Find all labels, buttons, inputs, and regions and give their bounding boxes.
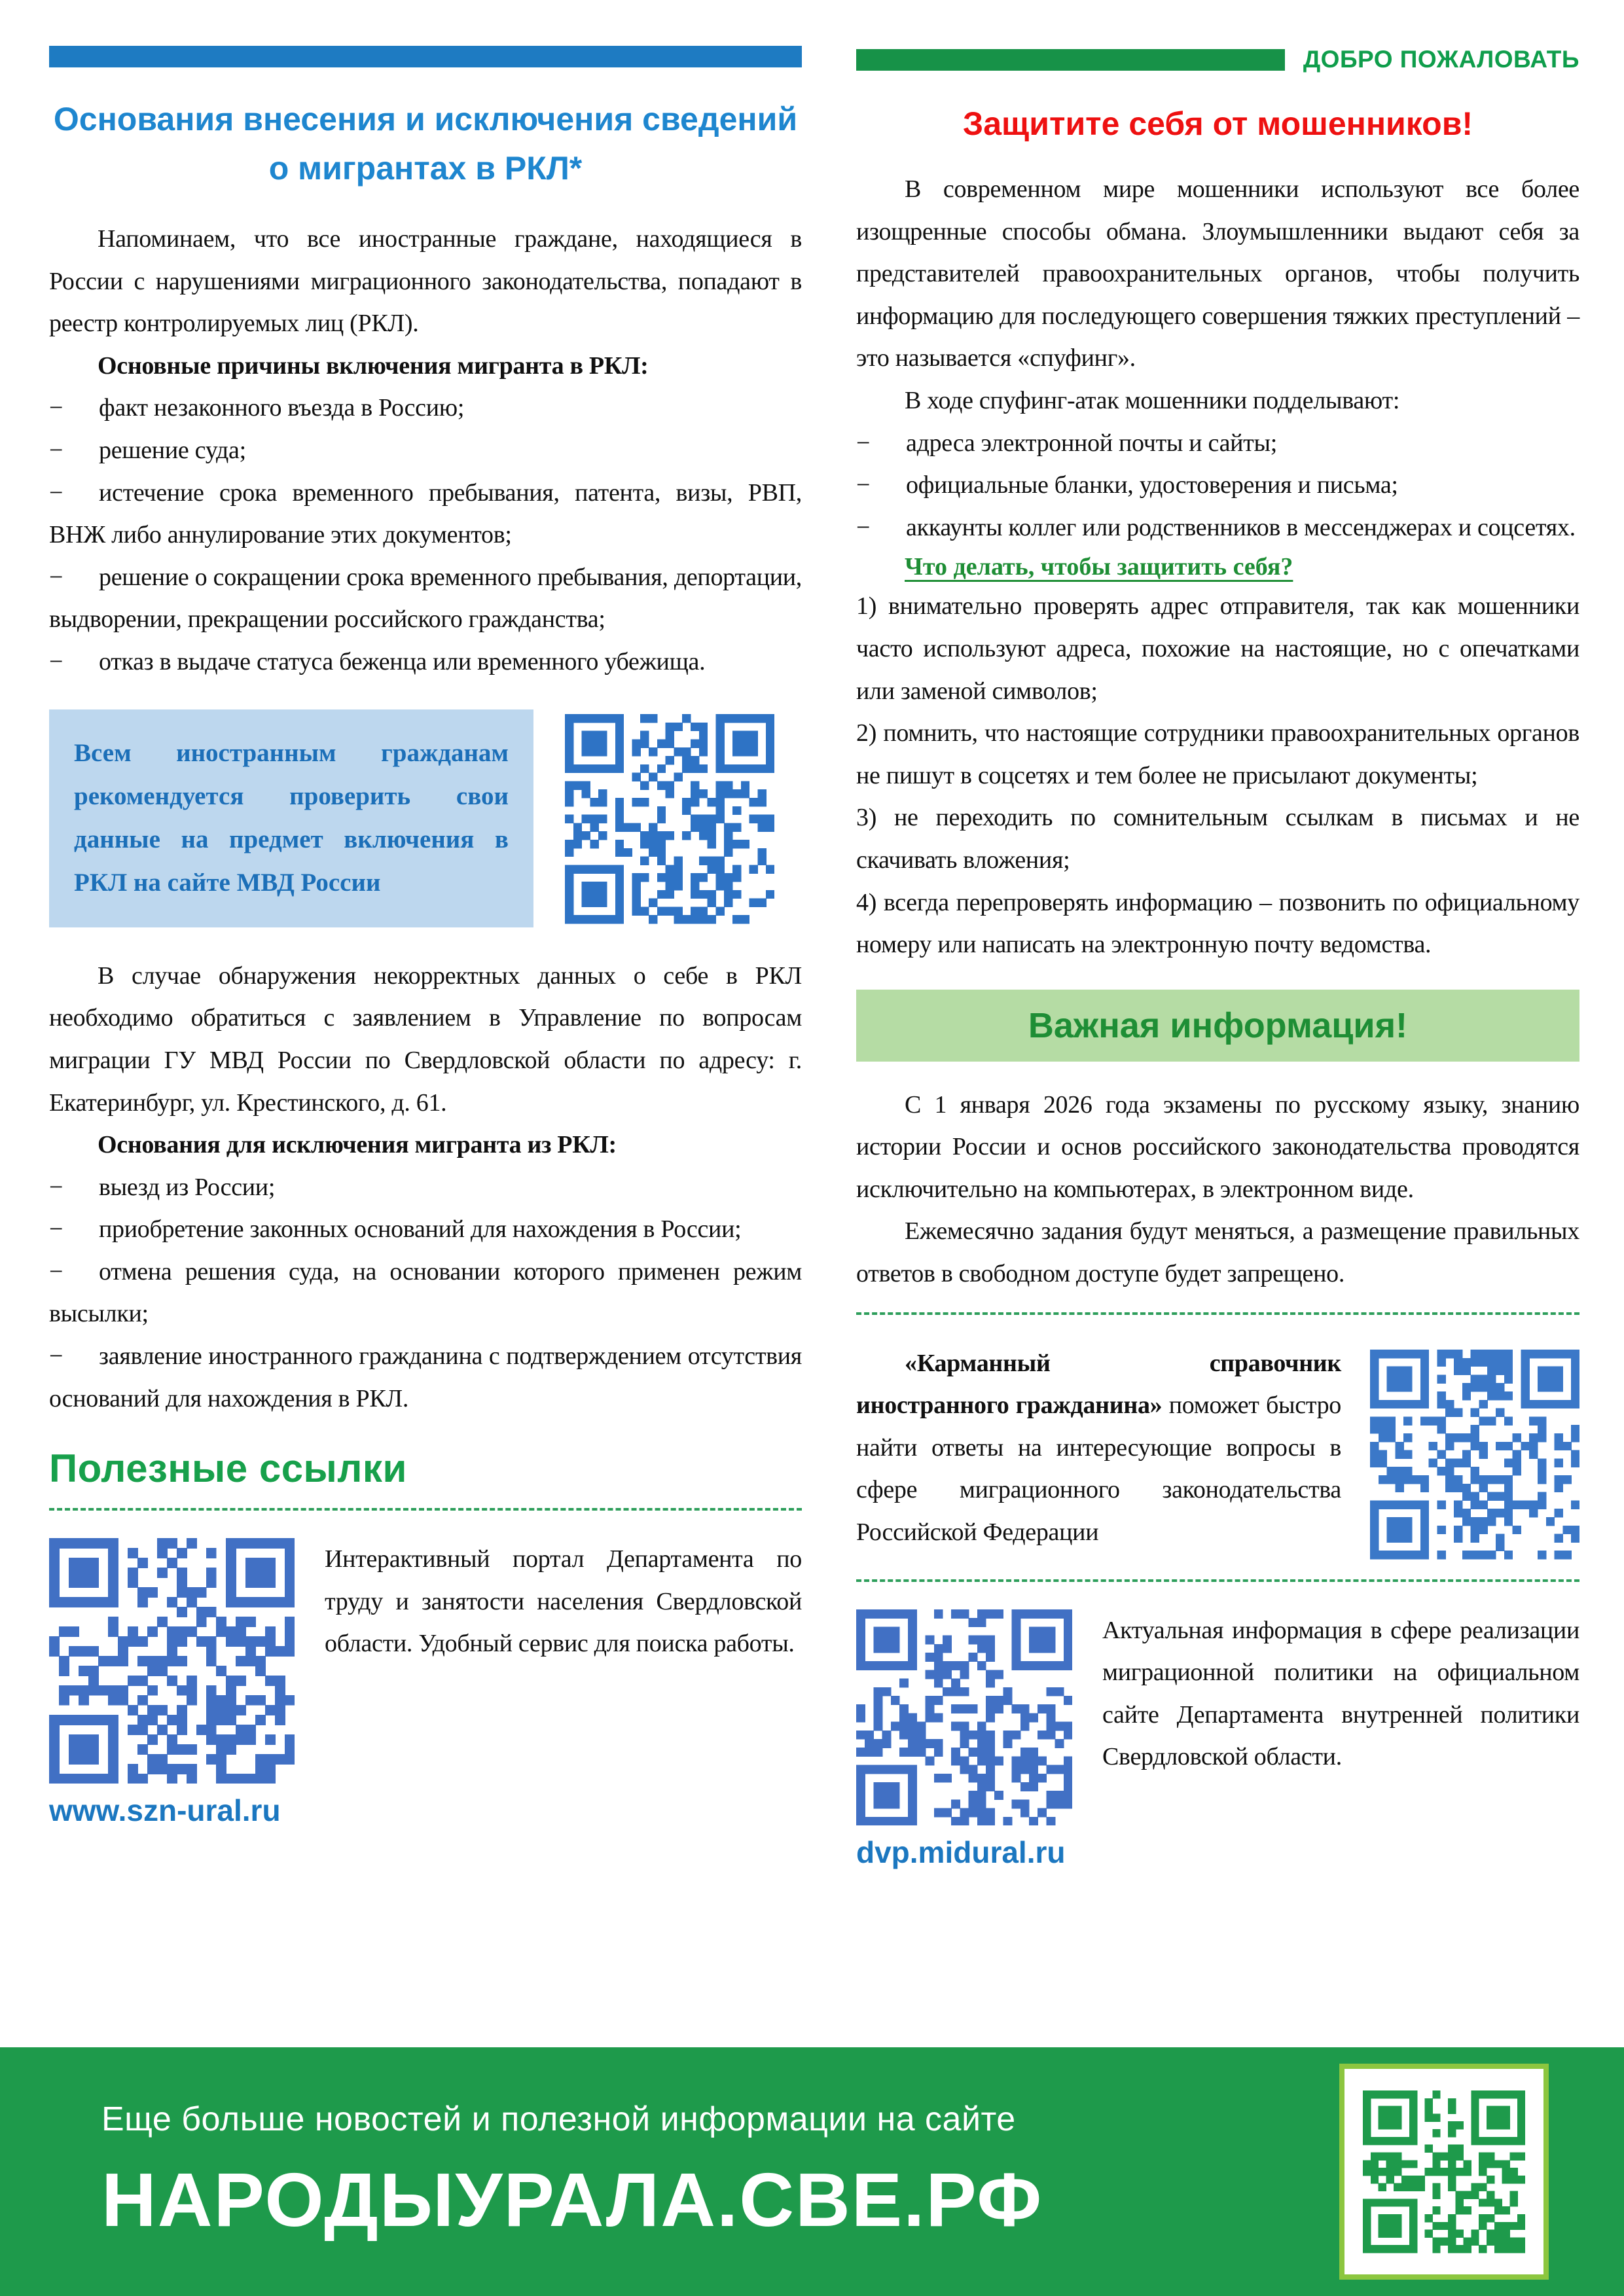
dvp-description: Актуальная информация в сфере реализации миграционной политики на официальном сайте Департамента внутренней политики Свердловской области. — [1102, 1616, 1579, 1771]
correction-paragraph: В случае обнаружения некорректных данных о себе в РКЛ необходимо обратиться с заявлением в Управление по вопросам миграции ГУ МВД России по Свердловской области по адресу: г. Екатеринбург, ул. Крестинского, д. 61. — [49, 961, 802, 1117]
exam-paragraph: С 1 января 2026 года экзамены по русскому языку, знанию истории России и основ российского законодательства проводятся исключительно на компьютерах, в электронном виде. — [856, 1090, 1579, 1203]
dashed-separator — [856, 1579, 1579, 1582]
list-item: − отказ в выдаче статуса беженца или временного убежища. — [49, 641, 802, 683]
link-block-szn — [49, 1538, 802, 1828]
list-item: − отмена решения суда, на основании которого применен режим высылки; — [49, 1251, 802, 1335]
list-item: − аккаунты коллег или родственников в мессенджерах и соцсетях. — [856, 507, 1579, 549]
qr-code-szn-icon — [49, 1538, 295, 1784]
handbook-text — [856, 1342, 1341, 1554]
right-title: Защитите себя от мошенников! — [962, 105, 1473, 142]
list-item: 4) всегда перепроверять информацию – позвонить по официальному номеру или написать на электронную почту ведомства. — [856, 888, 1579, 959]
left-column — [49, 46, 802, 1828]
szn-url-link[interactable]: www.szn-ural.ru — [49, 1793, 281, 1828]
right-column — [856, 46, 1579, 1870]
important-info-box — [856, 990, 1579, 1062]
exclusion-heading: Основания для исключения мигранта из РКЛ: — [98, 1131, 617, 1159]
dashed-separator — [49, 1508, 802, 1511]
intro-paragraph: Напоминаем, что все иностранные граждане, находящиеся в России с нарушениями миграционного законодательства, попадают в реестр контролируемых лиц (РКЛ). — [49, 225, 802, 338]
qr-code-footer-icon — [1339, 2064, 1549, 2280]
dashed-separator — [856, 1312, 1579, 1315]
qr-code-dvp-icon — [856, 1609, 1072, 1825]
reasons-heading: Основные причины включения мигранта в РКЛ: — [98, 351, 649, 380]
list-item: − факт незаконного въезда в Россию; — [49, 387, 802, 429]
footer-banner — [0, 2047, 1624, 2296]
handbook-block — [856, 1342, 1579, 1562]
qr-block-szn — [49, 1538, 295, 1828]
list-item: − решение суда; — [49, 429, 802, 472]
list-item: 3) не переходить по сомнительным ссылкам в письмах и не скачивать вложения; — [856, 804, 1579, 874]
dvp-url-link[interactable]: dvp.midural.ru — [856, 1835, 1066, 1869]
list-item: 1) внимательно проверять адрес отправителя, так как мошенники часто используют адреса, похожие на настоящие, но с опечатками или заменой символов; — [856, 592, 1579, 705]
footer-subtitle: Еще больше новостей и полезной информации на сайте — [101, 2100, 1016, 2138]
handbook-title: «Карманный справочник иностранного гражданина» — [856, 1349, 1341, 1420]
left-top-bar — [49, 46, 802, 67]
footer-site-link[interactable]: НАРОДЫУРАЛА.СВЕ.РФ — [101, 2157, 1043, 2242]
callout-box: Всем иностранным гражданам рекомендуется проверить свои данные на предмет включения в РКЛ на сайте МВД России — [49, 709, 533, 927]
list-item: − истечение срока временного пребывания, патента, визы, РВП, ВНЖ либо аннулирование этих документов; — [49, 472, 802, 556]
tasks-paragraph: Ежемесячно задания будут меняться, а размещение правильных ответов в свободном доступе будет запрещено. — [856, 1217, 1579, 1288]
fraud-paragraph: В современном мире мошенники используют все более изощренные способы обмана. Злоумышленники выдают себя за представителей правоохранительных органов, чтобы получить информацию для последующего совершения тяжких преступлений – это называется «спуфинг». — [856, 175, 1579, 372]
list-item: − заявление иностранного гражданина с подтверждением отсутствия оснований для нахождения в РКЛ. — [49, 1335, 802, 1420]
right-top-bar-row — [856, 46, 1579, 73]
left-title: Основания внесения и исключения сведений о мигрантах в РКЛ* — [53, 101, 798, 187]
qr-code-mvd-icon — [565, 711, 774, 927]
qr-code-handbook-icon — [1370, 1346, 1579, 1562]
useful-links-heading: Полезные ссылки — [49, 1446, 407, 1491]
callout-row — [49, 709, 802, 927]
footer-text — [101, 2100, 1339, 2244]
link-block-dvp — [856, 1609, 1579, 1870]
qr-block-dvp — [856, 1609, 1072, 1870]
list-item: − решение о сокращении срока временного пребывания, депортации, выдворении, прекращении российского гражданства; — [49, 556, 802, 641]
list-item: − выезд из России; — [49, 1166, 802, 1209]
szn-description: Интерактивный портал Департамента по труду и занятости населения Свердловской области. Удобный сервис для поиска работы. — [325, 1545, 802, 1658]
handbook-rest: поможет быстро найти ответы на интересующие вопросы в сфере миграционного законодательства Российской Федерации — [856, 1391, 1342, 1547]
right-top-bar — [856, 49, 1285, 71]
list-item: − адреса электронной почты и сайты; — [856, 422, 1579, 465]
important-info-label: Важная информация! — [1028, 1005, 1408, 1045]
list-item: − приобретение законных оснований для нахождения в России; — [49, 1208, 802, 1251]
welcome-label: ДОБРО ПОЖАЛОВАТЬ — [1303, 46, 1579, 73]
list-item: 2) помнить, что настоящие сотрудники правоохранительных органов не пишут в соцсетях и тем более не присылают документы; — [856, 719, 1579, 789]
spoofing-paragraph: В ходе спуфинг-атак мошенники подделывают: — [905, 386, 1400, 414]
list-item: − официальные бланки, удостоверения и письма; — [856, 464, 1579, 507]
protect-heading: Что делать, чтобы защитить себя? — [905, 553, 1293, 581]
